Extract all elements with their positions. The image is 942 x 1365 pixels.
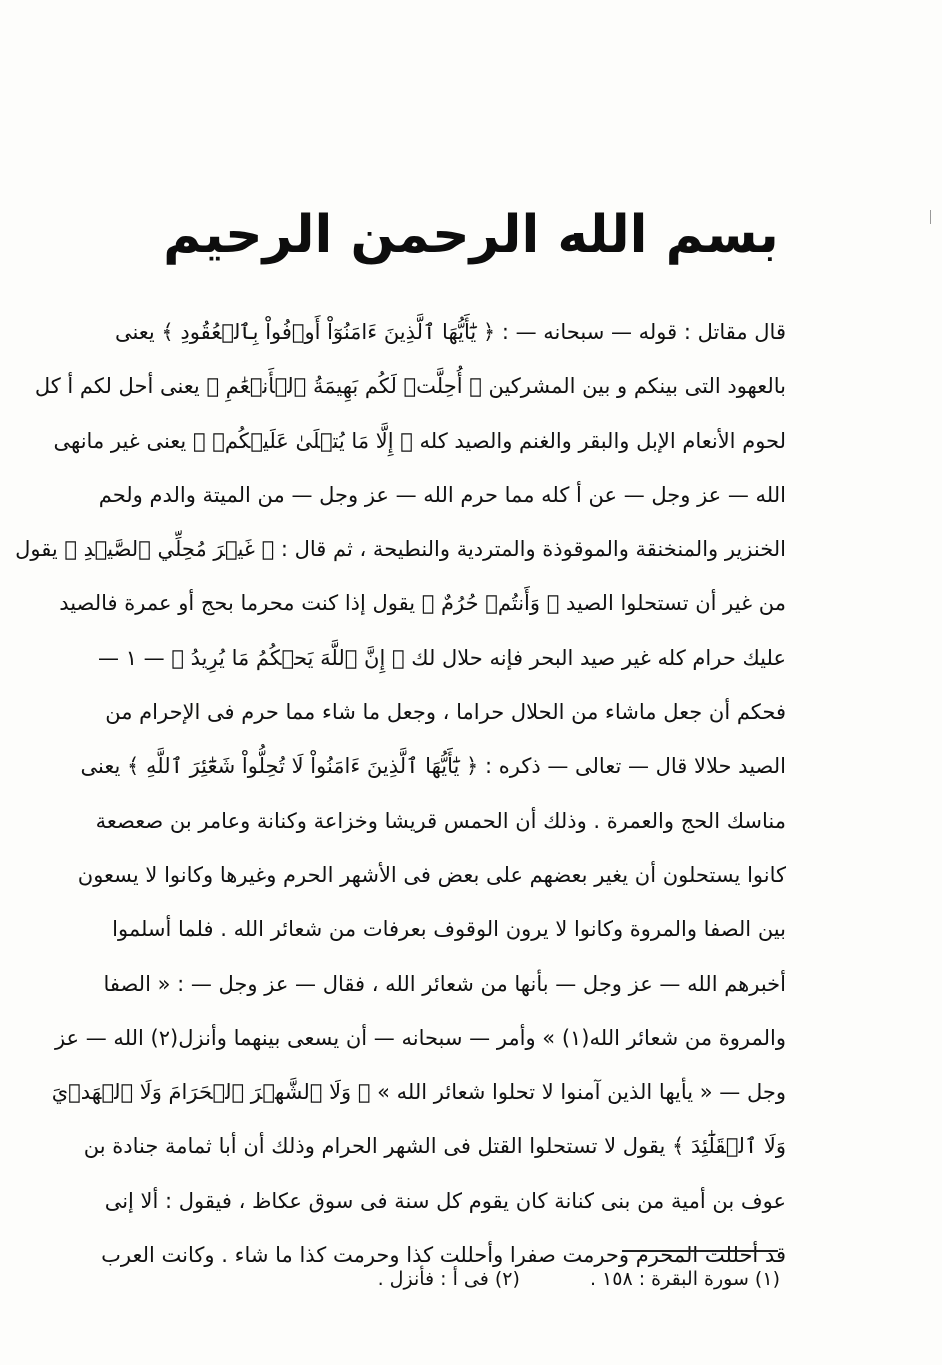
text-line: أخبرهم الله — عز وجل — بأنها من شعائر الله ، فقال — عز وجل — : « الصفا [103, 971, 786, 996]
text-line: لحوم الأنعام الإبل والبقر والغنم والصيد كله ﴿ إِلَّا مَا يُتۡلَىٰ عَلَيۡكُمۡ ﴾ يعنى غير مانهى [53, 428, 786, 453]
basmala-heading: بسم الله الرحمن الرحيم [163, 205, 779, 265]
text-line: الصيد حلالا قال — تعالى — ذكره : ﴿ يَٰٓأَيُّهَا ٱلَّذِينَ ءَامَنُواْ لَا تُحِلُّواْ شَعَٰٓئِرَ ٱللَّهِ ﴾ يعنى [80, 754, 786, 779]
text-line: قد أحللت المحرم وحرمت صفرا وأحللت كذا وحرمت كذا ما شاء . وكانت العرب [101, 1243, 786, 1268]
text-line: قال مقاتل : قوله — سبحانه — : ﴿ يَٰٓأَيُّهَا ٱلَّذِينَ ءَامَنُوٓاْ أَوۡفُواْ بِٱلۡعُقُودِ ﴾ يعنى [114, 320, 786, 344]
text-line: فحكم أن جعل ماشاء من الحلال حراما ، وجعل ما شاء مما حرم فى الإحرام من [105, 700, 786, 725]
footnote-2: (٢) فى أ : فأنزل . [377, 1268, 520, 1290]
footnotes [280, 1268, 780, 1290]
text-line: وَلَا ٱلۡقَلَٰٓئِدَ ﴾ يقول لا تستحلوا القتل فى الشهر الحرام وذلك أن أبا ثمامة جنادة بن [83, 1134, 786, 1159]
text-line: وجل — « يأيها الذين آمنوا لا تحلوا شعائر الله » ﴿ وَلَا ٱلشَّهۡرَ ٱلۡحَرَامَ وَلَا ٱلۡهَدۡيَ [51, 1080, 786, 1105]
text-line: والمروة من شعائر الله(١) » وأمر — سبحانه — أن يسعى بينهما وأنزل(٢) الله — عز [54, 1025, 786, 1050]
text-line: الله — عز وجل — عن أ كله مما حرم الله — عز وجل — من الميتة والدم ولحم [98, 482, 786, 507]
text-line: عليك حرام كله غير صيد البحر فإنه حلال لك ﴿ إِنَّ ٱللَّهَ يَحۡكُمُ مَا يُرِيدُ ﴾ — ١ — [98, 645, 786, 670]
text-line: عوف بن أمية من بنى كنانة كان يقوم كل سنة فى سوق عكاظ ، فيقول : ألا إنى [104, 1188, 786, 1213]
body-text [15, 305, 786, 1282]
footnote-divider [622, 1250, 778, 1252]
text-line: كانوا يستحلون أن يغير بعضهم على بعض فى الأشهر الحرم وغيرها وكانوا لا يسعون [77, 862, 786, 887]
footnote-1: (١) سورة البقرة : ١٥٨ . [589, 1268, 780, 1290]
text-line: مناسك الحج والعمرة . وذلك أن الحمس قريشا وخزاعة وكنانة وعامر بن صعصعة [95, 808, 786, 833]
text-line: بالعهود التى بينكم و بين المشركين ﴿ أُحِلَّتۡ لَكُم بَهِيمَةُ ٱلۡأَنۡعَٰمِ ﴾ يعنى أحل لكم أ كل [34, 374, 786, 399]
text-line: الخنزير والمنخنقة والموقوذة والمتردية والنطيحة ، ثم قال : ﴿ غَيۡرَ مُحِلِّي ٱلصَّيۡدِ ﴾ يقول [15, 537, 786, 562]
text-line: من غير أن تستحلوا الصيد ﴿ وَأَنتُمۡ حُرُمٌ ﴾ يقول إذا كنت محرما بحج أو عمرة فالصيد [59, 591, 786, 616]
text-line: بين الصفا والمروة وكانوا لا يرون الوقوف بعرفات من شعائر الله . فلما أسلموا [112, 917, 786, 942]
